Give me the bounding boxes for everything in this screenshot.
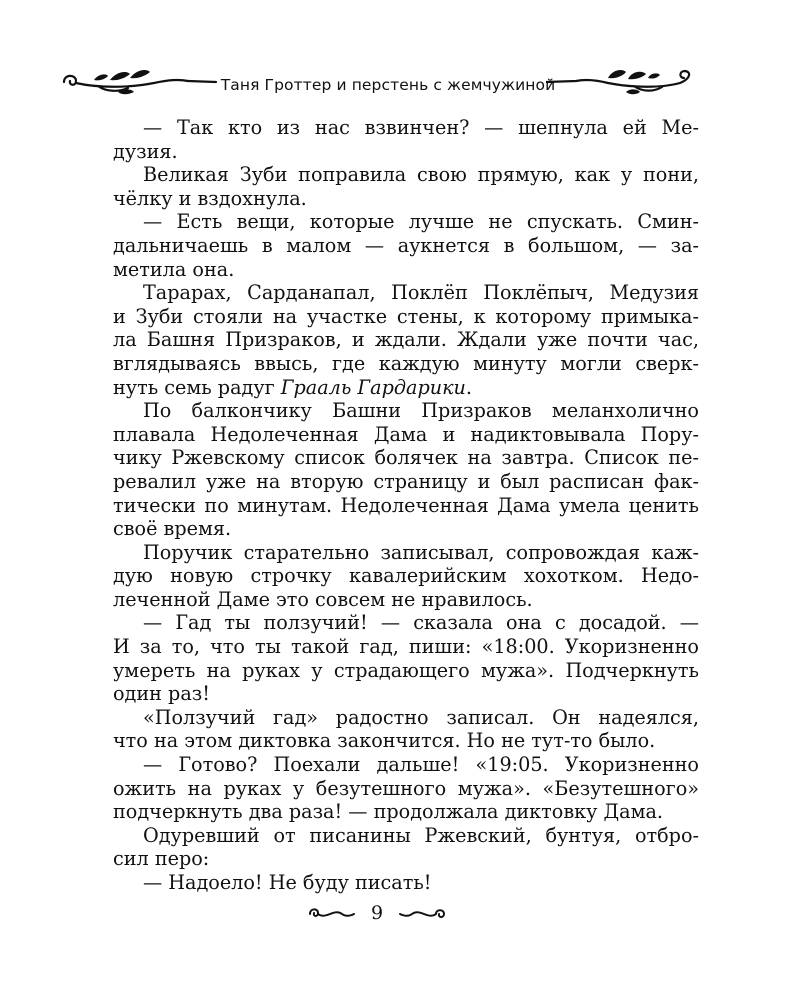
text-line-content: По балкончику Башни Призраков меланхолично [143,399,699,423]
text-line [113,187,699,211]
text-line [113,234,699,258]
left-header-ornament [58,62,218,98]
text-line-content: метила она. [113,257,235,281]
body-text [113,116,699,895]
text-line-content: своё время. [113,517,232,541]
text-line [113,611,699,635]
header-book-title: Таня Гроттер и перстень с жемчужиной [220,76,556,94]
right-header-ornament [546,62,696,98]
text-line-content: ожить на руках у безутешного мужа». «Безутешного» [113,776,699,800]
text-line-content: Великая Зуби поправила свою прямую, как у пони, [143,163,699,187]
text-line [113,706,699,730]
text-line [113,140,699,164]
text-line-content: умереть на руках у страдающего мужа». Подчеркнуть [113,658,699,682]
text-line-content: дую новую строчку кавалерийским хохотком. Недо- [113,564,699,588]
text-line [113,376,699,400]
text-line-content: тически по минутам. Недолеченная Дама умела ценить [113,493,699,517]
text-line [113,800,699,824]
text-line [113,163,699,187]
text-line [113,446,699,470]
running-header [0,62,800,98]
text-line-content: ревалил уже на вторую страницу и был расписан фак- [113,469,699,493]
text-line [113,470,699,494]
text-line-content: плавала Недолеченная Дама и надиктовывала Пору- [113,422,699,446]
text-line-content: чёлку и вздохнула. [113,186,307,210]
text-line [113,517,699,541]
text-line-content: дузия. [113,139,178,163]
text-line [113,258,699,282]
text-line-content: — Есть вещи, которые лучше не спускать. Смин- [143,210,699,234]
text-line-content: Поручик старательно записывал, сопровождая каж- [143,540,699,564]
text-line-content: дальничаешь в малом — аукнется в большом, — за- [113,233,699,257]
text-line-content: леченной Даме это совсем не нравилось. [113,587,533,611]
text-line-content: подчеркнуть два раза! — продолжала диктовку Дама. [113,800,664,824]
text-line [113,116,699,140]
text-line-content: что на этом диктовка закончится. Но не тут-то было. [113,729,656,753]
text-line [113,588,699,612]
italic-title: Грааль Гардарики [280,375,466,399]
trailing-punctuation: . [465,375,473,399]
text-line [113,847,699,871]
text-line-content: — Готово? Поехали дальше! «19:05. Укоризненно [143,753,699,777]
text-line-content: «Ползучий гад» радостно записал. Он надеялся, [143,705,699,729]
text-line-content: Одуревший от писанины Ржевский, бунтуя, отбро- [143,823,699,847]
text-line [113,328,699,352]
text-line-content: один раз! [113,682,210,706]
text-line [113,682,699,706]
text-line-content: вглядываясь ввысь, где каждую минуту могли сверк- [113,351,699,375]
text-line [113,494,699,518]
text-line-content: чику Ржевскому список болячек на завтра. Список пе- [113,446,699,470]
text-line-content: — Так кто из нас взвинчен? — шепнула ей Ме- [143,116,699,139]
right-footer-flourish [398,904,446,924]
page-number: 9 [370,902,384,924]
text-line [113,423,699,447]
text-line-content: — Надоело! Не буду писать! [143,871,432,894]
page-footer [0,900,800,928]
text-line [113,352,699,376]
text-line-content: И за то, что ты такой гад, пиши: «18:00. Укоризненно [113,635,699,659]
text-line [113,541,699,565]
text-line-content: нуть семь радуг [113,375,281,399]
text-line [113,871,699,895]
text-line [113,399,699,423]
text-line [113,281,699,305]
text-line-content: сил перо: [113,847,210,871]
text-line-content: — Гад ты ползучий! — сказала она с досадой. — [143,611,699,635]
text-line [113,729,699,753]
text-line-content: Тарарах, Сарданапал, Поклёп Поклёпыч, Медузия [143,281,699,305]
text-line [113,564,699,588]
text-line [113,635,699,659]
text-line [113,305,699,329]
text-line [113,777,699,801]
text-line-content: и Зуби стояли на участке стены, к которому примыка- [113,304,699,328]
text-line-content: ла Башня Призраков, и ждали. Ждали уже почти час, [113,328,699,352]
text-line [113,210,699,234]
text-line [113,753,699,777]
text-line [113,824,699,848]
left-footer-flourish [308,904,356,924]
text-line [113,659,699,683]
